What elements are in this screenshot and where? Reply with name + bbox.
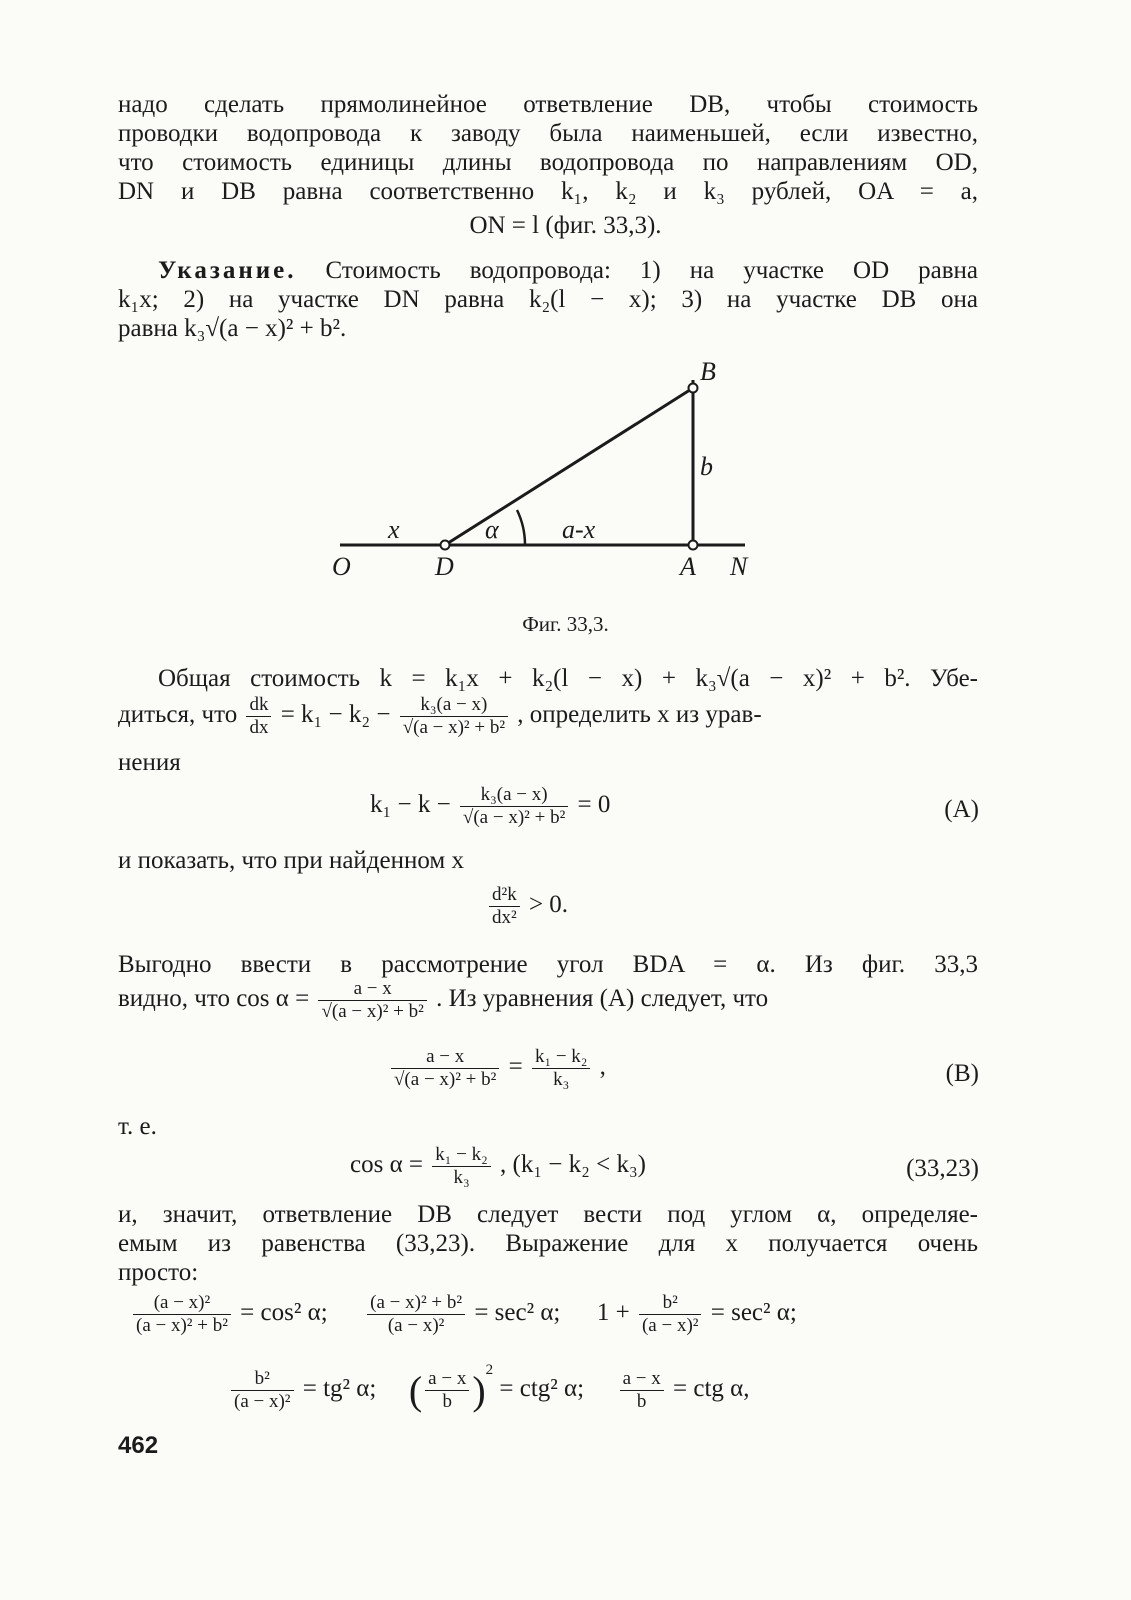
fraction bbox=[425, 1368, 469, 1413]
frac-num: a − x bbox=[620, 1368, 664, 1391]
text-line: равна k₃√(a − x)² + b². bbox=[118, 315, 347, 342]
eq-right: , (k₁ − k₂ < k₃) bbox=[500, 1151, 646, 1179]
paragraph-intro bbox=[118, 90, 978, 206]
fraction bbox=[318, 978, 426, 1023]
fraction bbox=[460, 784, 568, 829]
text-fragment: = k₁ − k₂ − bbox=[280, 701, 391, 729]
frac-num: dk bbox=[246, 694, 271, 717]
text-line: т. е. bbox=[118, 1113, 157, 1140]
frac-num: k₁ − k₂ bbox=[432, 1144, 490, 1167]
fraction bbox=[432, 1144, 490, 1189]
frac-den: √(a − x)² + b² bbox=[394, 1069, 497, 1090]
angle-arc bbox=[517, 510, 525, 545]
eq-right: = ctg² α; bbox=[499, 1375, 585, 1402]
text-fragment: видно, что cos α = bbox=[118, 985, 310, 1013]
fraction bbox=[391, 1046, 499, 1091]
frac-num: (a − x)² + b² bbox=[367, 1292, 465, 1315]
text-line: надо сделать прямолинейное ответвление DB, чтобы стоимость bbox=[118, 91, 978, 118]
equation-row-1 bbox=[130, 1292, 797, 1337]
text-line: что стоимость единицы длины водопровода по направлениям OD, bbox=[118, 149, 978, 176]
label-O: O bbox=[332, 552, 351, 581]
eq-left: cos α = bbox=[350, 1151, 424, 1179]
frac-den: b bbox=[636, 1390, 647, 1412]
page-number: 462 bbox=[118, 1432, 159, 1459]
text-line: k₁x; 2) на участке DN равна k₂(l − x); 3) на участке DB она bbox=[118, 286, 978, 313]
text-line: DN и DB равна соответственно k₁, k₂ и k₃ рублей, OA = a, bbox=[118, 178, 978, 205]
text-line: и показать, что при найденном x bbox=[118, 847, 464, 874]
equation-33-23 bbox=[350, 1144, 646, 1189]
label-D: D bbox=[435, 552, 454, 581]
fraction bbox=[367, 1292, 465, 1337]
eq-left: k₁ − k − bbox=[370, 791, 451, 819]
paragraph-total-cost bbox=[118, 664, 978, 693]
text-block bbox=[118, 1112, 978, 1141]
frac-den: k₃ bbox=[453, 1167, 470, 1188]
derivative-line bbox=[118, 694, 762, 739]
fraction bbox=[489, 884, 520, 929]
frac-den: √(a − x)² + b² bbox=[402, 717, 506, 738]
text-line: Выгодно ввести в рассмотрение угол BDA = α. Из фиг. 33,3 bbox=[118, 951, 978, 978]
fraction-dk-dx bbox=[246, 694, 271, 739]
text-line: емым из равенства (33,23). Выражение для x получается очень bbox=[118, 1230, 978, 1257]
label-A: A bbox=[680, 552, 696, 581]
second-derivative bbox=[486, 884, 568, 929]
fraction bbox=[620, 1368, 664, 1413]
frac-num: (a − x)² bbox=[133, 1292, 231, 1315]
equation-label: (B) bbox=[945, 1060, 979, 1087]
label-a-minus-x: a-x bbox=[562, 515, 596, 544]
eq-right: = cos² α; bbox=[240, 1299, 328, 1327]
frac-den: (a − x)² + b² bbox=[136, 1315, 228, 1336]
label-N: N bbox=[730, 552, 748, 581]
fraction bbox=[231, 1368, 294, 1413]
frac-den: √(a − x)² + b² bbox=[321, 1001, 424, 1022]
text-line: и, значит, ответвление DB следует вести под углом α, определяе- bbox=[118, 1201, 978, 1228]
fraction bbox=[639, 1292, 702, 1337]
frac-den: k₃ bbox=[553, 1069, 570, 1090]
cos-line bbox=[118, 978, 768, 1023]
point-D bbox=[441, 541, 450, 550]
frac-num: d²k bbox=[489, 884, 520, 907]
text-line: Общая стоимость k = k₁x + k₂(l − x) + k₃√(a − x)² + b². Убе- bbox=[158, 665, 978, 692]
text-block bbox=[118, 748, 978, 777]
hint-text: Стоимость водопровода: 1) на участке OD равна bbox=[325, 257, 978, 284]
point-A bbox=[689, 541, 698, 550]
frac-den: dx bbox=[249, 717, 269, 738]
frac-num: b² bbox=[231, 1368, 294, 1391]
centered-formula: ON = l (фиг. 33,3). bbox=[469, 212, 662, 239]
frac-num: a − x bbox=[318, 978, 426, 1001]
text-block bbox=[118, 846, 978, 875]
fraction bbox=[532, 1046, 590, 1091]
hint-label: Указание. bbox=[158, 257, 297, 284]
label-alpha: α bbox=[485, 515, 499, 544]
eq-right: = 0 bbox=[577, 791, 611, 819]
frac-num: a − x bbox=[391, 1046, 499, 1069]
eq-right: = sec² α; bbox=[710, 1299, 797, 1327]
eq-right: = ctg α, bbox=[673, 1375, 750, 1402]
frac-den: (a − x)² bbox=[641, 1315, 699, 1336]
frac-den: (a − x)² bbox=[387, 1315, 445, 1336]
frac-num: k₃(a − x) bbox=[400, 694, 508, 717]
equation-row-2: $\frac{\text{b²}}{\text{(a − x)²}}$ = tg² α; ( $\frac{a - x}{b}$ )$^2$ = ctg² α; $\frac{a - x}{b}$ = ctg α, bbox=[228, 1362, 750, 1414]
eq-left: 1 + bbox=[596, 1299, 630, 1327]
frac-num: a − x bbox=[425, 1368, 469, 1391]
paragraph-hint bbox=[118, 256, 978, 343]
point-B bbox=[689, 384, 698, 393]
exponent: 2 bbox=[485, 1362, 494, 1378]
label-b: b bbox=[700, 452, 713, 481]
text-line: нения bbox=[118, 749, 181, 776]
frac-den: √(a − x)² + b² bbox=[462, 807, 566, 828]
text-line: проводки водопровода к заводу была наименьшей, если известно, bbox=[118, 120, 978, 147]
text-line: просто: bbox=[118, 1259, 199, 1286]
text-fragment: , определить x из урав- bbox=[517, 701, 762, 729]
eq-right: > 0. bbox=[528, 891, 569, 919]
frac-num: k₁ − k₂ bbox=[532, 1046, 590, 1069]
frac-den: (a − x)² bbox=[234, 1390, 291, 1412]
figure-33-3 bbox=[330, 350, 770, 590]
eq-right: = sec² α; bbox=[474, 1299, 561, 1327]
figure-caption: Фиг. 33,3. bbox=[522, 612, 609, 636]
label-x: x bbox=[388, 515, 400, 544]
eq-right: = tg² α; bbox=[302, 1375, 377, 1402]
equation-label: (33,23) bbox=[906, 1155, 979, 1182]
fraction bbox=[133, 1292, 231, 1337]
frac-num: b² bbox=[639, 1292, 702, 1315]
frac-num: k₃(a − x) bbox=[460, 784, 568, 807]
equation-label: (A) bbox=[944, 796, 979, 823]
equation-A bbox=[370, 784, 610, 829]
paragraph-angle bbox=[118, 950, 978, 979]
text-line bbox=[118, 256, 978, 285]
label-B: B bbox=[700, 357, 716, 386]
frac-den: dx² bbox=[492, 907, 517, 928]
frac-den: b bbox=[442, 1390, 452, 1412]
fraction-k3 bbox=[400, 694, 508, 739]
equation-B: $\frac{a - x}{\text{√(a − x)² + b²}}$ = $\frac{\text{k₁ − k₂}}{\text{k₃}}$ , bbox=[388, 1046, 606, 1091]
text-fragment: диться, что bbox=[118, 701, 238, 729]
text-fragment: . Из уравнения (A) следует, что bbox=[436, 985, 769, 1013]
paragraph-conclusion bbox=[118, 1200, 978, 1287]
